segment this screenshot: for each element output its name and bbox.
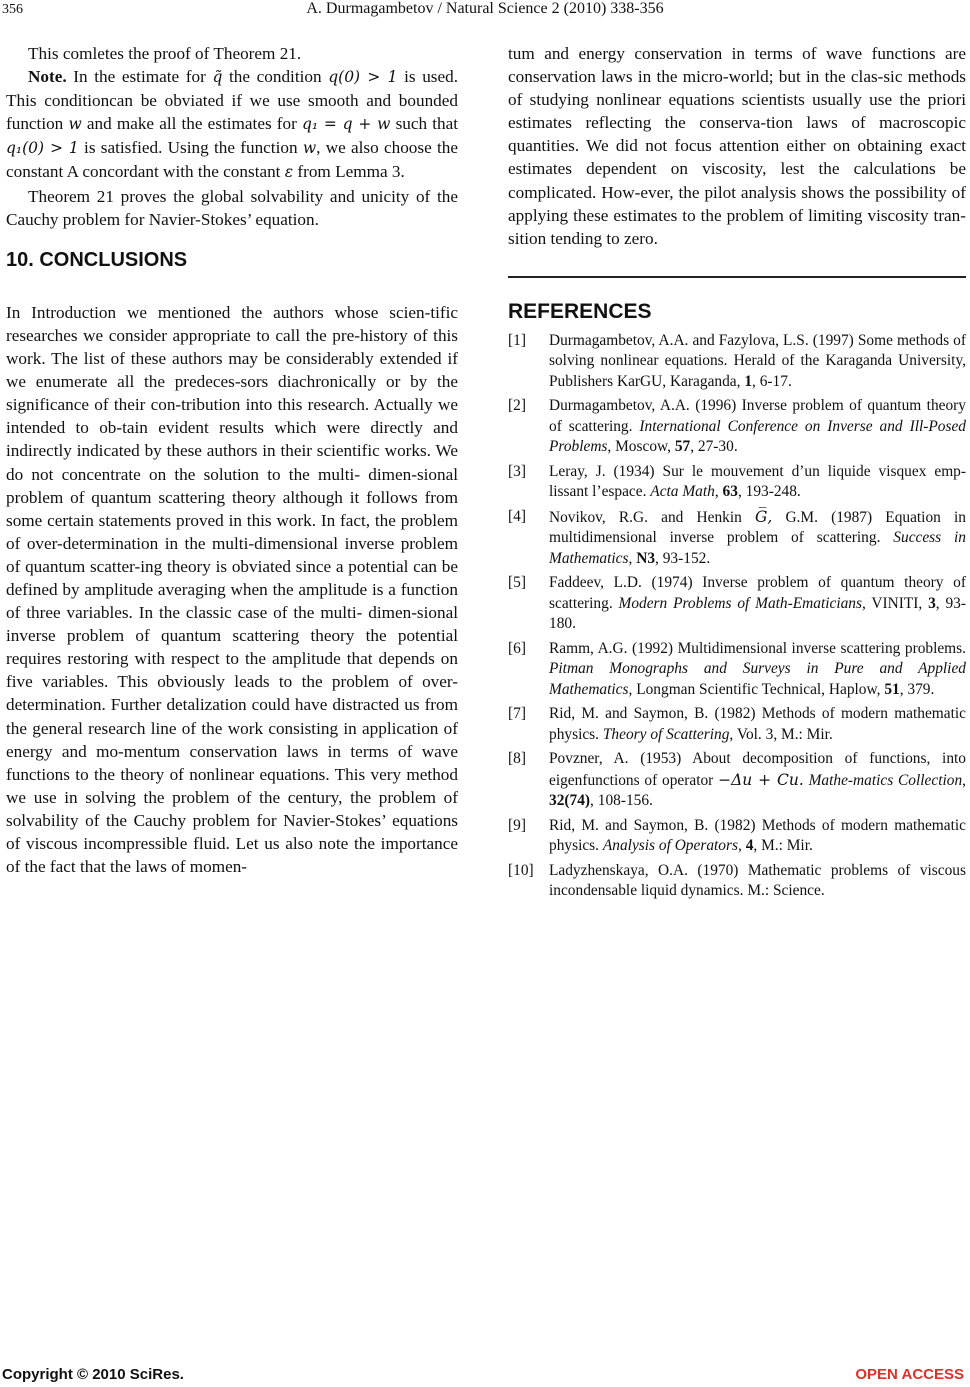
math-w: w [68, 115, 82, 134]
reference-source: International Conference on Inverse and Ill-Posed Problems [549, 417, 966, 456]
reference-segment: , Moscow, [607, 438, 675, 456]
left-column [6, 42, 458, 878]
math-w: w [302, 139, 317, 158]
references-title: REFERENCES [508, 299, 652, 323]
reference-segment: Faddeev, L.D. (1974) Inverse problem of quantum theory of scattering. [549, 574, 966, 612]
reference-segment: , 379. [899, 680, 935, 698]
reference-volume: 4 [745, 837, 754, 855]
open-access-badge: OPEN ACCESS [855, 1366, 964, 1383]
reference-segment: , 108-156. [590, 792, 653, 810]
math-q-tilde: q̃ [212, 68, 223, 87]
reference-segment: , Longman Scientific Technical, Haplow, [628, 680, 885, 698]
reference-item [508, 396, 966, 458]
math-q1-definition: q₁ = q + w [302, 115, 391, 134]
reference-item [508, 331, 966, 393]
reference-segment: Rid, M. and Saymon, B. (1982) Methods of modern mathematic physics. [549, 705, 966, 743]
reference-number: [9] [508, 816, 526, 834]
proof-completion: This comletes the proof of Theorem 21. [28, 44, 302, 63]
note-text: from Lemma 3. [293, 162, 405, 182]
reference-segment: , M.: Mir. [753, 837, 813, 855]
reference-number: [6] [508, 639, 526, 657]
note-text: and make all the estimates for [81, 114, 302, 134]
reference-segment: Novikov, R.G. and Henkin [549, 508, 755, 526]
conclusions-paragraph: In Introduction we mentioned the authors whose scien-tific researches we consider appropriate to call the pre-history of this work. The list of these authors may be considerably extended if we enumerate all the predeces-sors diachronically or by the significance of their con-tribution into this research. Actually we intended to ob-tain evident results which were directly and indirectly indicated by these authors in their scientific works. We do not concentrate on the solution to the multi- dimen-sional problem of quantum scattering theory although it follows from some certain statements proved in this work. In fact, the problem of over-determination in the multi-dimensional inverse problem of quantum scatter-ing theory is obviated since a potential can be defined by amplitude averaging when the amplitude is a function of three variables. In the classic case of the multi- dimen-sional inverse problem of quantum scattering theory the potential requires restoring with respect to the amplitude that depends on five variables. This obviously leads to the problem of over-determination. Further detalization could have distracted us from the general research line of the work consisting in application of energy and mo-mentum conservation laws in terms of wave functions to the theory of nonlinear equations. This very method we use in solving the problem of the century, the problem of solvability of the Cauchy problem for Navier-Stokes’ equations of viscous incompressible fluid. Let us also note the importance of the fact that the laws of momen- [6, 302, 458, 877]
reference-text [549, 749, 966, 812]
reference-text [549, 861, 966, 902]
reference-segment: , [962, 771, 966, 789]
reference-segment: Ramm, A.G. (1992) Multidimensional inverse scattering problems. [549, 639, 966, 657]
note-text: is satisfied. Using the function [78, 138, 303, 158]
reference-text [549, 816, 966, 857]
reference-text [549, 396, 966, 458]
reference-text [549, 331, 966, 393]
math-q1-condition: q₁(0) > 1 [6, 139, 79, 158]
section-title-conclusions: 10. CONCLUSIONS [6, 248, 188, 271]
page-number: 356 [2, 2, 23, 17]
reference-segment: , 6-17. [752, 372, 792, 390]
reference-segment: Rid, M. and Saymon, B. (1982) Methods of modern mathematic physics. [549, 816, 966, 855]
reference-item [508, 816, 966, 857]
reference-item [508, 573, 966, 635]
reference-source: Analysis of Operators [602, 837, 738, 855]
reference-volume: 32(74) [549, 792, 591, 810]
reference-volume: 1 [744, 372, 753, 390]
reference-item [508, 704, 966, 745]
reference-segment: , [737, 837, 746, 855]
conclusions-continuation: tum and energy conservation in terms of wave functions are conservation laws in the micro-world; but in the clas-sic methods of studying nonlinear equations scientists usually use the priori estimates reflecting the conserva-tion laws of macroscopic quantities. We did not focus attention either on obtaining exact estimates dependent on viscosity, lest the calculations be complicated. How-ever, the pilot analysis shows the possibility of applying these estimates to the problem of limiting viscosity tran-sition tending to zero. [508, 44, 966, 248]
reference-number: [8] [508, 750, 526, 768]
reference-number: [1] [508, 331, 526, 349]
reference-segment: Leray, J. (1934) Sur le mouvement d’un liquide visquex emp- lissant l’espace. [549, 462, 966, 501]
reference-segment: , 93-180. [549, 594, 966, 633]
reference-source: Theory of Scattering [602, 725, 730, 743]
reference-text [549, 573, 966, 635]
reference-text [549, 507, 966, 570]
theorem-summary: Theorem 21 proves the global solvability and unicity of the Cauchy problem for Navier-Stokes’ equation. [6, 186, 458, 229]
reference-volume: 57 [674, 438, 691, 456]
reference-volume: 3 [928, 594, 936, 612]
references-divider [508, 276, 966, 278]
reference-source: Acta Math [650, 483, 715, 501]
reference-number: [5] [508, 574, 526, 592]
math-condition: q(0) > 1 [328, 68, 398, 87]
reference-item [508, 507, 966, 570]
note-text: , we also choose the constant A concordant with the constant [6, 138, 458, 182]
reference-math: G̅, [754, 507, 773, 526]
reference-number: [10] [508, 861, 534, 879]
reference-text [549, 639, 966, 701]
reference-number: [3] [508, 462, 526, 480]
reference-math: −Δu + Cu. [718, 770, 804, 789]
reference-segment: , 93-152. [655, 549, 711, 567]
math-epsilon: ε [284, 163, 294, 182]
reference-number: [4] [508, 507, 526, 525]
reference-number: [2] [508, 397, 526, 415]
reference-source: Mathe-matics Collection [803, 771, 963, 789]
reference-item [508, 639, 966, 701]
reference-source: Success in Mathematics [549, 529, 966, 567]
note-text: In the estimate for [66, 67, 213, 87]
reference-segment: , 193-248. [737, 483, 801, 501]
note-text: the condition [222, 67, 329, 87]
reference-segment: Durmagambetov, A.A. (1996) Inverse problem of quantum theory of scattering. [549, 397, 966, 435]
reference-item [508, 861, 966, 902]
page-header [0, 0, 970, 22]
reference-segment: Durmagambetov, A.A. and Fazylova, L.S. (1997) Some methods of solving nonlinear equations. Herald of the Karaganda University, Publishers KarGU, Karaganda, [549, 331, 966, 390]
reference-segment: , 27-30. [690, 438, 738, 456]
reference-segment: Povzner, A. (1953) About decomposition of functions, into eigenfunctions of operator [549, 750, 966, 789]
reference-text [549, 704, 966, 745]
copyright-notice: Copyright © 2010 SciRes. [2, 1366, 184, 1383]
reference-segment: Ladyzhenskaya, O.A. (1970) Mathematic problems of viscous incondensable liquid dynamics. M.: Science. [549, 861, 966, 900]
reference-volume: 51 [884, 680, 900, 698]
note-text: is used. This conditioncan be obviated if we use smooth and bounded function [6, 67, 459, 134]
reference-segment: , VINITI, [862, 594, 929, 612]
reference-item [508, 749, 966, 812]
reference-segment: G.M. (1987) Equation in multidimensional inverse problem of scattering. [549, 508, 966, 547]
reference-segment: , [714, 483, 723, 501]
references-list [508, 331, 966, 902]
note-label: Note. [28, 67, 67, 87]
note-text: such that [390, 114, 459, 134]
note-paragraph [6, 65, 458, 184]
reference-source: Modern Problems of Math-Ematicians [618, 594, 862, 612]
right-column [508, 42, 966, 906]
reference-segment: , [628, 549, 637, 567]
reference-volume: N3 [636, 549, 656, 567]
page-footer [0, 1366, 970, 1386]
reference-number: [7] [508, 705, 526, 723]
reference-volume: 63 [722, 483, 738, 501]
reference-source: Pitman Monographs and Surveys in Pure and Applied Mathematics [549, 660, 966, 698]
reference-item [508, 462, 966, 503]
running-head: A. Durmagambetov / Natural Science 2 (2010) 338-356 [306, 0, 664, 17]
reference-text [549, 462, 966, 503]
reference-segment: , Vol. 3, M.: Mir. [729, 725, 833, 743]
